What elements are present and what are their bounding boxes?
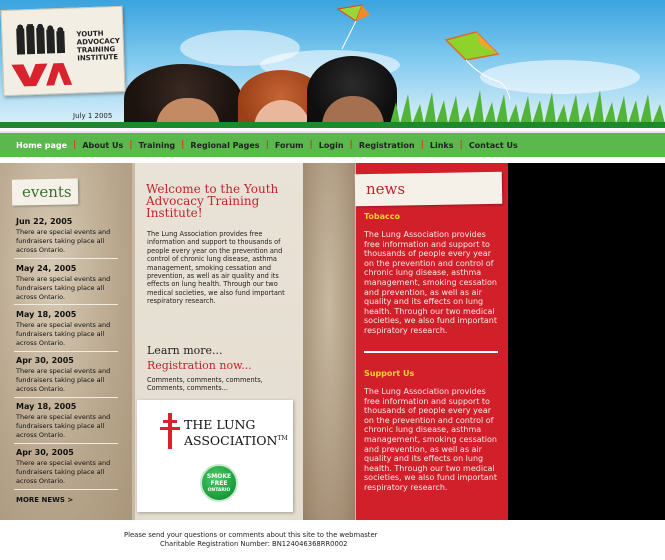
grass-graphic [390, 88, 665, 122]
events-heading: events [22, 183, 72, 201]
logo-text-line: INSTITUTE [77, 53, 119, 63]
welcome-heading: Welcome to the Youth Advocacy Training Institute! [146, 182, 279, 220]
yati-logo-icon [8, 23, 76, 91]
nav-separator: | [265, 140, 269, 150]
nav-separator: | [420, 140, 424, 150]
smoke-free-text: ONTARIO [207, 487, 231, 493]
nav-login[interactable]: Login [318, 140, 344, 150]
event-item[interactable] [16, 448, 120, 486]
event-item[interactable] [16, 217, 120, 255]
header-banner [0, 0, 665, 122]
smoke-free-text: SMOKE [206, 472, 232, 480]
learn-more-link[interactable]: Learn more... [147, 344, 223, 357]
event-text: There are special events and fundraisers taking place all across Ontario. [16, 459, 111, 485]
decorative-column [303, 163, 355, 520]
nav-training[interactable]: Training [138, 140, 176, 150]
event-divider [14, 397, 118, 398]
event-divider [14, 351, 118, 352]
event-text: There are special events and fundraisers taking place all across Ontario. [16, 228, 111, 254]
site-logo[interactable] [1, 6, 126, 96]
lung-association-label: THE LUNG ASSOCIATION [184, 417, 278, 449]
main-nav [0, 131, 665, 157]
smoke-free-text: FREE [210, 479, 228, 487]
nav-separator: | [129, 140, 133, 150]
more-news-link[interactable]: MORE NEWS > [16, 496, 74, 504]
trademark-mark: TM [277, 435, 288, 442]
nav-links[interactable]: Links [429, 140, 454, 150]
event-divider [14, 258, 118, 259]
welcome-intro: The Lung Association provides free information and support to thousands of people every year on the prevention and control of chronic lung disease, asthma management, smoking cessation and prevention, as well as air quality and its effects on lung health. Through our two medical societies, we also fund important respiratory research. [147, 230, 285, 306]
event-date: Apr 30, 2005 [16, 356, 74, 365]
nav-separator: | [309, 140, 313, 150]
current-date: July 1 2005 [73, 112, 113, 120]
lung-association-name [184, 418, 292, 448]
news-item-heading[interactable]: Tobacco [364, 212, 400, 221]
event-text: There are special events and fundraisers taking place all across Ontario. [16, 275, 111, 301]
event-item[interactable] [16, 264, 120, 302]
nav-separator: | [459, 140, 463, 150]
event-text: There are special events and fundraisers taking place all across Ontario. [16, 367, 111, 393]
news-heading: news [366, 180, 406, 198]
event-date: Jun 22, 2005 [16, 217, 73, 226]
event-divider [14, 443, 118, 444]
nav-forum[interactable]: Forum [274, 140, 304, 150]
event-date: May 24, 2005 [16, 264, 77, 273]
nav-separator: | [181, 140, 185, 150]
event-divider [14, 304, 118, 305]
event-date: May 18, 2005 [16, 402, 77, 411]
logo-text [76, 29, 125, 63]
event-date: Apr 30, 2005 [16, 448, 74, 457]
nav-registration[interactable]: Registration [358, 140, 415, 150]
nav-separator: | [349, 140, 353, 150]
event-text: There are special events and fundraisers taking place all across Ontario. [16, 321, 111, 347]
event-divider [14, 489, 118, 490]
event-date: May 18, 2005 [16, 310, 77, 319]
event-item[interactable] [16, 402, 120, 440]
nav-regional-pages[interactable]: Regional Pages [190, 140, 260, 150]
footer-registration-number: Charitable Registration Number: BN124046368RR0002 [160, 540, 348, 548]
news-divider [364, 351, 498, 353]
news-item-text: The Lung Association provides free information and support to thousands of people every year on the prevention and control of chronic lung disease, asthma management, smoking cessation and prevention, as well as air quality and its effects on lung health. Through our two medical societies, we also fund important respiratory research. [364, 387, 497, 492]
comments-text: Comments, comments, comments, Comments, comments... [147, 376, 263, 392]
event-text: There are special events and fundraisers taking place all across Ontario. [16, 413, 111, 439]
event-item[interactable] [16, 356, 120, 394]
nav-about-us[interactable]: About Us [82, 140, 124, 150]
registration-now-link[interactable]: Registration now... [147, 359, 252, 372]
logo-text-line: YOUTH [76, 29, 104, 39]
footer-contact-text: Please send your questions or comments about this site to the webmaster [124, 531, 378, 539]
nav-home[interactable]: Home page [16, 140, 68, 150]
lorraine-cross-icon [160, 413, 180, 449]
nav-contact-us[interactable]: Contact Us [468, 140, 518, 150]
kite-icon [336, 3, 376, 53]
logo-text-line: ADVOCACY [76, 37, 121, 47]
nav-separator: | [73, 140, 77, 150]
logo-text-line: TRAINING [76, 45, 116, 55]
right-margin [508, 163, 665, 520]
news-item-heading[interactable]: Support Us [364, 369, 415, 378]
news-item-text: The Lung Association provides free information and support to thousands of people every year on the prevention and control of chronic lung disease, asthma management, smoking cessation and prevention, as well as air quality and its effects on lung health. Through our two medical societies, we also fund important respiratory research. [364, 230, 497, 335]
smoke-free-ontario-badge[interactable] [200, 464, 238, 502]
event-item[interactable] [16, 310, 120, 348]
